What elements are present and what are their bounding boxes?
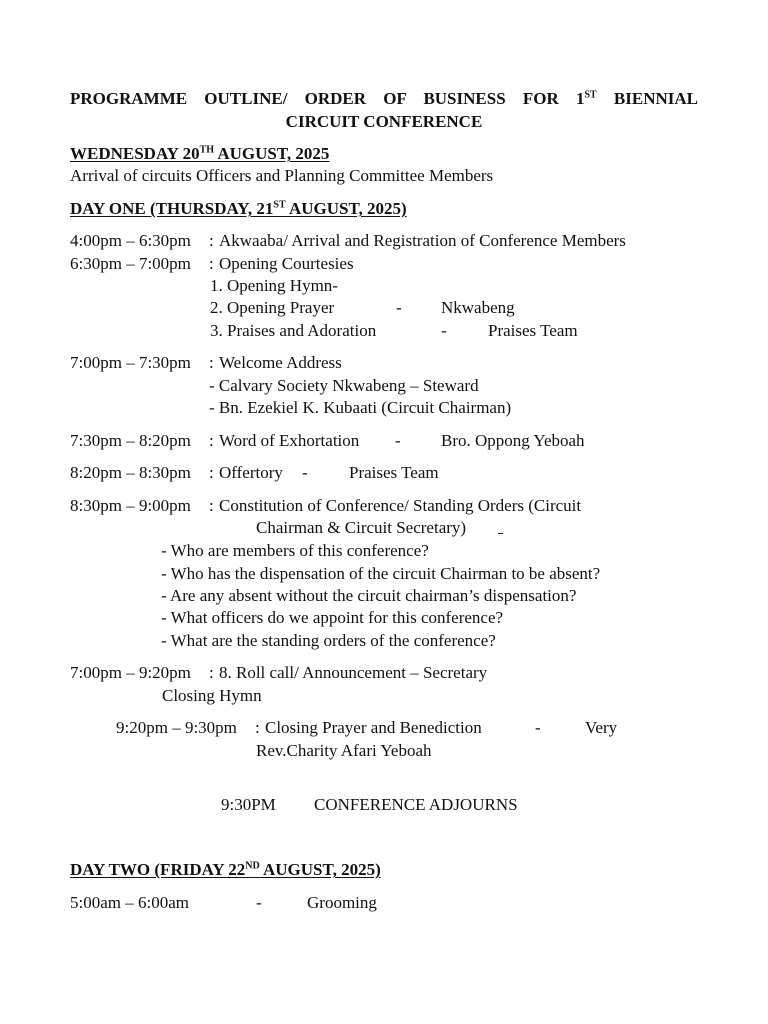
schedule-time: 4:00pm – 6:30pm <box>70 231 191 250</box>
dash-separator: - <box>441 321 447 340</box>
constitution-question: - Are any absent without the circuit chairman’s dispensation? <box>161 586 577 605</box>
responsible-person-continued: Rev.Charity Afari Yeboah <box>256 741 432 760</box>
schedule-time: 9:20pm – 9:30pm <box>116 718 237 737</box>
constitution-question: - What are the standing orders of the conference? <box>161 631 496 650</box>
wednesday-heading: WEDNESDAY 20TH AUGUST, 2025 <box>70 144 330 163</box>
schedule-time: 8:20pm – 8:30pm <box>70 463 191 482</box>
schedule-separator: : <box>209 496 214 515</box>
schedule-time: 7:00pm – 9:20pm <box>70 663 191 682</box>
wednesday-note: Arrival of circuits Officers and Planning Committee Members <box>70 166 494 185</box>
adjourn-text: CONFERENCE ADJOURNS <box>314 795 518 814</box>
constitution-question: - What officers do we appoint for this conference? <box>161 608 504 627</box>
schedule-time: 8:30pm – 9:00pm <box>70 496 191 515</box>
schedule-description: 8. Roll call/ Announcement – Secretary <box>219 663 488 682</box>
schedule-separator: : <box>209 254 214 273</box>
opening-sub-item: 3. Praises and Adoration <box>210 321 377 340</box>
opening-sub-item: 1. Opening Hymn- <box>210 276 338 295</box>
dash-separator: - <box>302 463 308 482</box>
page-title-line-1: PROGRAMME OUTLINE/ ORDER OF BUSINESS FOR 1ST BIENNIAL <box>70 89 698 108</box>
schedule-description: Akwaaba/ Arrival and Registration of Conference Members <box>219 231 626 250</box>
responsible-person: Praises Team <box>349 463 439 482</box>
welcome-sub-item: - Calvary Society Nkwabeng – Steward <box>209 376 479 395</box>
schedule-time: 5:00am – 6:00am <box>70 893 189 912</box>
opening-sub-item: 2. Opening Prayer <box>210 298 335 317</box>
dash-separator: - <box>256 893 262 912</box>
day-two-heading: DAY TWO (FRIDAY 22ND AUGUST, 2025) <box>70 860 381 879</box>
constitution-question: - Who are members of this conference? <box>161 541 429 560</box>
underline-mark <box>498 517 503 534</box>
responsible-person: Very <box>585 718 618 737</box>
day-one-heading: DAY ONE (THURSDAY, 21ST AUGUST, 2025) <box>70 199 407 218</box>
schedule-description: Constitution of Conference/ Standing Orders (Circuit <box>219 496 582 515</box>
dash-separator: - <box>396 298 402 317</box>
schedule-description-continued: Closing Hymn <box>162 686 262 705</box>
page-title-line-2: CIRCUIT CONFERENCE <box>285 112 483 131</box>
schedule-separator: : <box>209 463 214 482</box>
welcome-sub-item: - Bn. Ezekiel K. Kubaati (Circuit Chairman) <box>209 398 512 417</box>
schedule-description: Offertory <box>219 463 283 482</box>
dash-separator: - <box>395 431 401 450</box>
schedule-time: 7:00pm – 7:30pm <box>70 353 191 372</box>
constitution-question: - Who has the dispensation of the circuit Chairman to be absent? <box>161 564 601 583</box>
schedule-description-continued: Chairman & Circuit Secretary) <box>256 518 467 537</box>
schedule-time: 6:30pm – 7:00pm <box>70 254 191 273</box>
responsible-person: Bro. Oppong Yeboah <box>441 431 585 450</box>
schedule-separator: : <box>209 663 214 682</box>
responsible-person: Nkwabeng <box>441 298 515 317</box>
schedule-description: Opening Courtesies <box>219 254 354 273</box>
schedule-separator: : <box>209 231 214 250</box>
schedule-description: Welcome Address <box>219 353 342 372</box>
dash-separator: - <box>535 718 541 737</box>
schedule-description: Grooming <box>307 893 377 912</box>
schedule-description: Word of Exhortation <box>219 431 360 450</box>
schedule-separator: : <box>255 718 260 737</box>
schedule-separator: : <box>209 353 214 372</box>
schedule-description: Closing Prayer and Benediction <box>265 718 482 737</box>
schedule-separator: : <box>209 431 214 450</box>
adjourn-time: 9:30PM <box>221 795 276 814</box>
responsible-person: Praises Team <box>488 321 578 340</box>
schedule-time: 7:30pm – 8:20pm <box>70 431 191 450</box>
